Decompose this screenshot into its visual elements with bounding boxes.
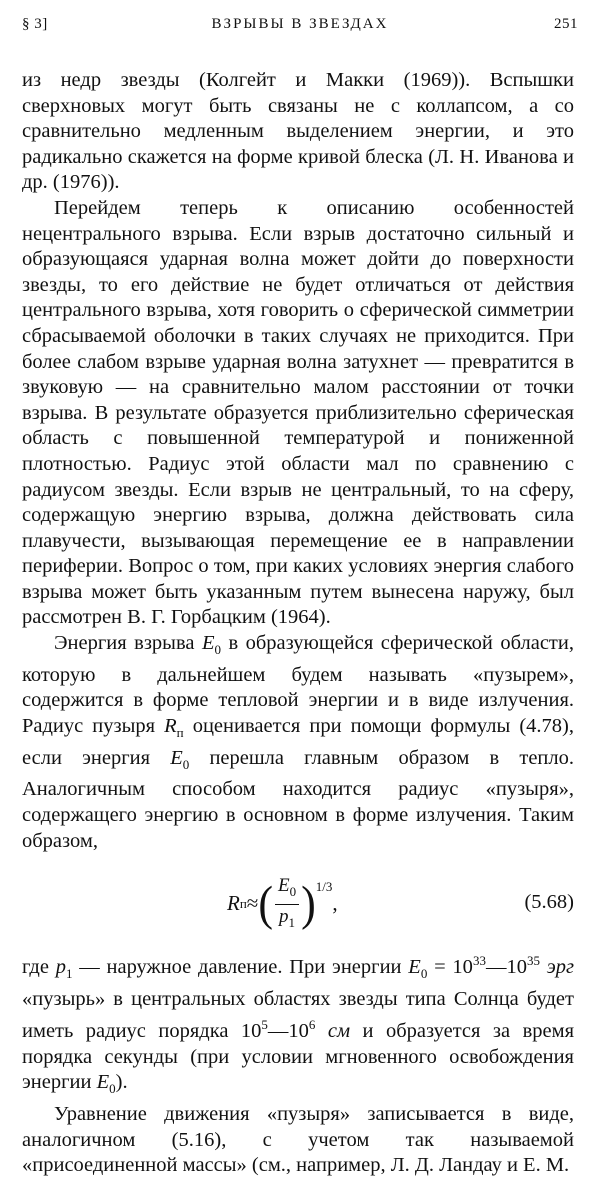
text-run: и образуется за время порядка секунды (при условии мгновенного освобождения энергии [22, 1020, 575, 1094]
text-run: —10 [485, 955, 527, 978]
text-run: перешла главным образом в тепло. Аналогичным способом находится радиус «пузыря», содержащего энергию в основном в форме излучения. Таким образом, [22, 746, 575, 852]
text-run: —10 [267, 1020, 309, 1043]
formula-comma: , [332, 891, 338, 916]
subscript: 0 [214, 642, 221, 658]
formula-expression [227, 872, 338, 936]
text-run: = 10 [427, 955, 473, 978]
numerator-sub: 0 [289, 883, 297, 899]
superscript: 6 [308, 1017, 316, 1033]
text-run: ). [115, 1071, 128, 1094]
page-number: 251 [554, 16, 578, 32]
paragraph-2: Перейдем теперь к описанию особенностей нецентрального взрыва. Если взрыв достаточно сильный и образующаяся ударная волна может дойти до поверхности звезды, то его действие не будет отличаться от действия центрального взрыва, хотя говорить о сферической симметрии сбрасываемой оболочки в таких случаях не приходится. При более слабом взрыве ударная волна затухнет — превратится в звуковую — на сравнительно малом расстоянии от точки взрыва. В результате образуется приблизительно сферическая область с повышенной температурой и пониженной плотностью. Радиус этой области мал по сравнению с радиусом звезды. Если взрыв не центральный, то на сферу, содержащую энергию взрыва, должна действовать сила плавучести, вызывающая перемещение ее в направлении периферии. Вопрос о том, при каких условиях энергия слабого взрыва может быть указанным путем вынесена наружу, был рассмотрен В. Г. Горбацким (1964). [22, 196, 574, 629]
symbol-E: E [408, 955, 421, 978]
formula-fraction [275, 874, 299, 935]
fraction-denominator [276, 905, 298, 935]
text-run: Энергия взрыва [54, 632, 202, 655]
text-run: где [22, 955, 56, 978]
symbol-E: E [201, 632, 215, 655]
symbol-E: E [96, 1071, 110, 1094]
formula-lhs: R [227, 891, 240, 916]
text-run: оценивается при помощи формулы (4.78), если энергия [22, 714, 574, 769]
symbol-R: R [164, 714, 177, 737]
formula-lhs-sub: п [239, 896, 247, 912]
subscript: 0 [420, 966, 428, 982]
paragraph-5: Уравнение движения «пузыря» записывается в виде, аналогичном (5.16), с учетом так называемой «присоединенной массы» (см., например, Л. Д. Ландау и Е. М. [22, 1102, 574, 1177]
left-paren: ( [258, 876, 273, 931]
subscript: 0 [109, 1081, 116, 1097]
formula-5-68 [22, 864, 574, 946]
text-run: в образующейся сферической области, которую в дальнейшем будем называть «пузырем», содержится в форме тепловой энергии и в виде излучения. Радиус пузыря [22, 632, 574, 737]
denominator-sub: 1 [288, 914, 296, 930]
symbol-p: p [55, 955, 66, 978]
paragraph-3 [22, 631, 574, 854]
superscript: 5 [261, 1017, 268, 1033]
section-mark: § 3] [22, 16, 48, 32]
fraction-numerator [275, 874, 299, 905]
running-title: ВЗРЫВЫ В ЗВЕЗДАХ [211, 16, 389, 32]
subscript: п [176, 725, 184, 741]
symbol-E: E [170, 746, 183, 769]
formula-relation: ≈ [246, 891, 259, 916]
unit-erg: эрг [546, 955, 575, 978]
denominator-symbol: p [279, 905, 289, 927]
page-body [22, 68, 574, 1179]
superscript: 35 [526, 953, 540, 969]
text-run: — наружное давление. При энергии [72, 955, 409, 978]
subscript: 0 [182, 756, 190, 772]
subscript: 1 [65, 966, 73, 982]
text-run: «пузырь» в центральных областях звезды типа Солнца будет иметь радиус порядка 10 [22, 987, 574, 1043]
equation-number: (5.68) [524, 891, 574, 914]
numerator-symbol: E [277, 874, 290, 896]
unit-cm: см [327, 1020, 351, 1043]
paragraph-4 [22, 948, 574, 1102]
right-paren: ) [301, 876, 316, 931]
page-header [22, 16, 578, 42]
superscript: 33 [472, 953, 486, 969]
paragraph-1: из недр звезды (Колгейт и Макки (1969)). Вспышки сверхновых могут быть связаны не с коллапсом, а со сравнительно медленным выделением энергии, и это радикально скажется на форме кривой блеска (Л. Н. Иванова и др. (1976)). [22, 69, 574, 194]
formula-exponent: 1/3 [315, 879, 333, 895]
